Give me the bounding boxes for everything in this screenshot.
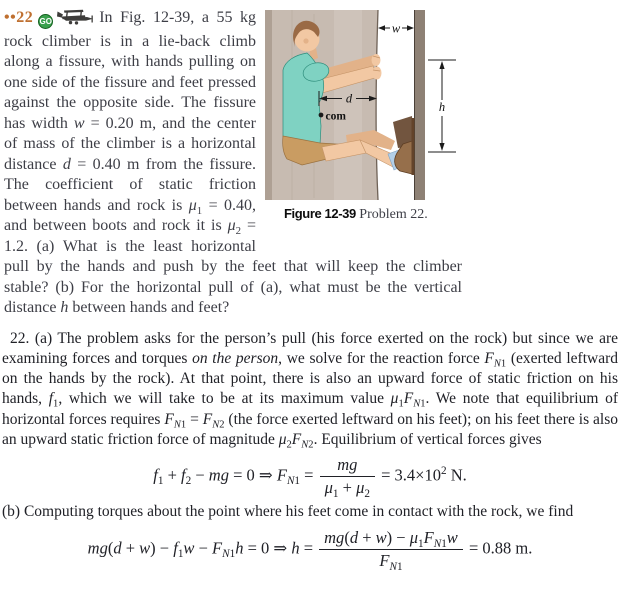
w-dimension bbox=[378, 22, 414, 36]
d-label: d bbox=[345, 91, 353, 106]
figure-caption-label: Figure 12-39 bbox=[284, 206, 356, 221]
problem-statement bbox=[0, 0, 462, 319]
biplane-icon bbox=[57, 9, 94, 32]
figure-caption bbox=[262, 205, 462, 223]
solution-paragraph-a: 22. (a) The problem asks for the person’s pull (his force exerted on the rock) but since we are examining forces and torques on the person, we solve for the reaction force $F_{N1}$ (exerted leftward on the hands by the rock). At that point, there is also an upward force of static friction on his hands, $f_1$, which we will take to be at its maximum value $\mu_1F_{N1}$. We note that equilibrium of horizontal forces requires $F_{N1} = F_{N2}$ (the force exerted leftward on his feet); on his feet there is also an upward static friction force of magnitude $\mu_2F_{N2}$. Equilibrium of vertical forces gives bbox=[2, 329, 618, 451]
solution bbox=[0, 319, 621, 571]
boot-sole bbox=[412, 118, 415, 175]
solution-paragraph-b: (b) Computing torques about the point where his feet come in contact with the rock, we find bbox=[2, 503, 574, 521]
left-rock-wall bbox=[265, 10, 378, 200]
ear bbox=[303, 38, 308, 43]
equation-torques: $mg(d + w) - f_1w - F_{N1}h = 0$ ⇒ h = $\frac{mg(d + w) - \mu_1F_{N1}w}{F_{N1}}$ = 0.88 m. bbox=[87, 527, 533, 573]
w-label: w bbox=[391, 21, 401, 36]
problem-body: In Fig. 12-39, a 55 kg rock climber is in a lie-back climb along a fissure, with hands pulling on one side of the fissure and feet pressed against the opposite side. The fissure has width w = 0.20 m, and the center of mass of the climber is a horizontal distance d = 0.40 m from the fissure. The coefficient of static friction between hands and rock is $\mu_1 = 0.40$, and between boots and rock it is $\mu_2 = 1.2$. (a) What is the least horizontal pull by the hands and push by the feet that will keep the climber stable? (b) For the horizontal pull of (a), what must be the vertical distance h between hands and feet? bbox=[4, 9, 462, 316]
figure-caption-problem: Problem 22. bbox=[355, 207, 428, 222]
equation-vertical-forces: $f_1 + f_2$ − mg = 0 ⇒ $F_{N1}$ = $\frac{mg}{\mu_1 + \mu_2}$ = $3.4\times 10^2$ N. bbox=[153, 455, 467, 501]
problem-number: ••22 bbox=[4, 9, 34, 26]
climber-figure-art bbox=[262, 8, 462, 202]
figure-12-39 bbox=[262, 8, 462, 256]
com-dot bbox=[319, 113, 324, 118]
near-boot bbox=[395, 141, 412, 174]
com-label: com bbox=[325, 110, 346, 123]
right-rock-wall bbox=[414, 10, 425, 200]
go-badge: GO bbox=[38, 14, 53, 29]
h-label: h bbox=[438, 100, 446, 114]
h-dimension bbox=[428, 60, 456, 152]
